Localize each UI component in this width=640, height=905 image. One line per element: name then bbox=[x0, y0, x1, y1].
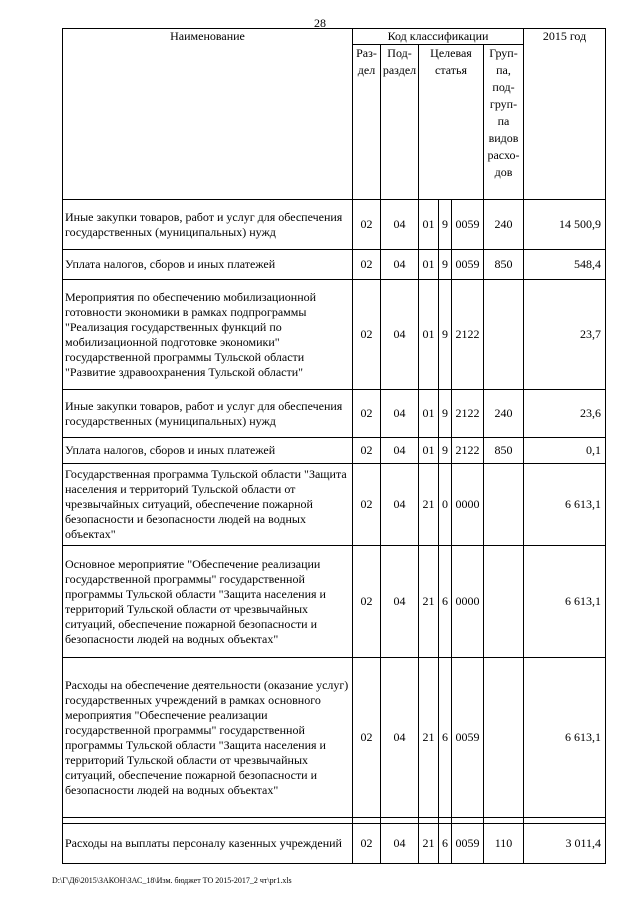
header-classification: Код классификации bbox=[353, 29, 524, 45]
row-razdel: 02 bbox=[353, 200, 381, 250]
row-target-subprogram: 6 bbox=[439, 546, 452, 658]
row-podrazdel: 04 bbox=[381, 250, 419, 280]
row-target-program: 01 bbox=[419, 280, 439, 390]
row-target-subprogram: 9 bbox=[439, 280, 452, 390]
row-name: Расходы на выплаты персоналу казенных учреждений bbox=[63, 824, 353, 864]
row-expense-group bbox=[484, 280, 524, 390]
budget-table bbox=[62, 28, 606, 864]
row-name: Уплата налогов, сборов и иных платежей bbox=[63, 438, 353, 464]
table-row bbox=[63, 438, 606, 464]
table-row bbox=[63, 824, 606, 864]
row-target-direction: 0000 bbox=[452, 464, 484, 546]
row-amount-2015: 23,7 bbox=[524, 280, 606, 390]
row-expense-group: 850 bbox=[484, 438, 524, 464]
row-target-program: 21 bbox=[419, 658, 439, 818]
table-row bbox=[63, 390, 606, 438]
row-expense-group bbox=[484, 464, 524, 546]
row-target-program: 21 bbox=[419, 464, 439, 546]
row-target-direction: 0000 bbox=[452, 546, 484, 658]
header-razdel: Раз- дел bbox=[353, 45, 381, 200]
row-target-direction: 2122 bbox=[452, 438, 484, 464]
row-podrazdel: 04 bbox=[381, 200, 419, 250]
row-expense-group: 850 bbox=[484, 250, 524, 280]
header-year: 2015 год bbox=[524, 29, 606, 200]
table-row bbox=[63, 200, 606, 250]
row-target-program: 21 bbox=[419, 824, 439, 864]
row-expense-group: 240 bbox=[484, 390, 524, 438]
row-podrazdel: 04 bbox=[381, 546, 419, 658]
row-target-direction: 0059 bbox=[452, 824, 484, 864]
header-target: Целевая статья bbox=[419, 45, 484, 200]
row-amount-2015: 14 500,9 bbox=[524, 200, 606, 250]
row-podrazdel: 04 bbox=[381, 658, 419, 818]
row-target-direction: 0059 bbox=[452, 658, 484, 818]
table-row bbox=[63, 250, 606, 280]
row-razdel: 02 bbox=[353, 546, 381, 658]
page-number: 28 bbox=[314, 16, 326, 30]
row-podrazdel: 04 bbox=[381, 280, 419, 390]
row-razdel: 02 bbox=[353, 280, 381, 390]
row-podrazdel: 04 bbox=[381, 824, 419, 864]
table-row bbox=[63, 464, 606, 546]
row-target-subprogram: 0 bbox=[439, 464, 452, 546]
row-name: Уплата налогов, сборов и иных платежей bbox=[63, 250, 353, 280]
row-amount-2015: 3 011,4 bbox=[524, 824, 606, 864]
row-razdel: 02 bbox=[353, 438, 381, 464]
row-target-subprogram: 9 bbox=[439, 390, 452, 438]
row-target-direction: 0059 bbox=[452, 250, 484, 280]
row-name: Иные закупки товаров, работ и услуг для обеспечения государственных (муниципальных) нужд bbox=[63, 200, 353, 250]
row-target-direction: 2122 bbox=[452, 280, 484, 390]
header-podrazdel: Под- раздел bbox=[381, 45, 419, 200]
row-target-program: 01 bbox=[419, 200, 439, 250]
row-amount-2015: 6 613,1 bbox=[524, 546, 606, 658]
row-target-direction: 0059 bbox=[452, 200, 484, 250]
row-razdel: 02 bbox=[353, 658, 381, 818]
table-row bbox=[63, 546, 606, 658]
row-razdel: 02 bbox=[353, 250, 381, 280]
row-target-subprogram: 9 bbox=[439, 438, 452, 464]
header-group: Груп- па, под- груп- па видов расхо- дов bbox=[484, 45, 524, 200]
row-target-program: 01 bbox=[419, 438, 439, 464]
row-amount-2015: 6 613,1 bbox=[524, 464, 606, 546]
row-name: Иные закупки товаров, работ и услуг для обеспечения государственных (муниципальных) нужд bbox=[63, 390, 353, 438]
row-target-subprogram: 9 bbox=[439, 200, 452, 250]
row-podrazdel: 04 bbox=[381, 438, 419, 464]
table-row bbox=[63, 280, 606, 390]
row-razdel: 02 bbox=[353, 464, 381, 546]
row-target-direction: 2122 bbox=[452, 390, 484, 438]
row-expense-group bbox=[484, 546, 524, 658]
row-name: Мероприятия по обеспечению мобилизационной готовности экономики в рамках подпрограммы "Реализация государственных функций по мобилизационной подготовке экономики" государственной программы Тульской области "Развитие здравоохранения Тульской области" bbox=[63, 280, 353, 390]
row-name: Расходы на обеспечение деятельности (оказание услуг) государственных учреждений в рамках основного мероприятия "Обеспечение реализации государственной программы" государственной программы Тульской области "Защита населения и территорий Тульской области от чрезвычайных ситуаций, обеспечение пожарной безопасности и безопасности людей на водных объектах" bbox=[63, 658, 353, 818]
row-amount-2015: 23,6 bbox=[524, 390, 606, 438]
row-podrazdel: 04 bbox=[381, 464, 419, 546]
row-target-subprogram: 6 bbox=[439, 658, 452, 818]
file-path-footer: D:\Г\Д6\2015\ЗАКОН\ЗАС_18\Изм. бюджет ТО 2015-2017_2 чт\pr1.xls bbox=[52, 876, 292, 885]
row-podrazdel: 04 bbox=[381, 390, 419, 438]
row-target-program: 01 bbox=[419, 250, 439, 280]
row-amount-2015: 548,4 bbox=[524, 250, 606, 280]
row-expense-group: 110 bbox=[484, 824, 524, 864]
header-name: Наименование bbox=[63, 29, 353, 200]
row-expense-group bbox=[484, 658, 524, 818]
row-razdel: 02 bbox=[353, 824, 381, 864]
table-row bbox=[63, 658, 606, 818]
row-target-subprogram: 6 bbox=[439, 824, 452, 864]
row-target-program: 21 bbox=[419, 546, 439, 658]
row-target-program: 01 bbox=[419, 390, 439, 438]
row-amount-2015: 0,1 bbox=[524, 438, 606, 464]
row-name: Основное мероприятие "Обеспечение реализации государственной программы" государственной программы Тульской области "Защита населения и территорий Тульской области от чрезвычайных ситуаций, обеспечение пожарной безопасности и безопасности людей на водных объектах" bbox=[63, 546, 353, 658]
row-target-subprogram: 9 bbox=[439, 250, 452, 280]
row-amount-2015: 6 613,1 bbox=[524, 658, 606, 818]
row-expense-group: 240 bbox=[484, 200, 524, 250]
row-razdel: 02 bbox=[353, 390, 381, 438]
row-name: Государственная программа Тульской области "Защита населения и территорий Тульской области от чрезвычайных ситуаций, обеспечение пожарной безопасности и безопасности людей на водных объектах" bbox=[63, 464, 353, 546]
